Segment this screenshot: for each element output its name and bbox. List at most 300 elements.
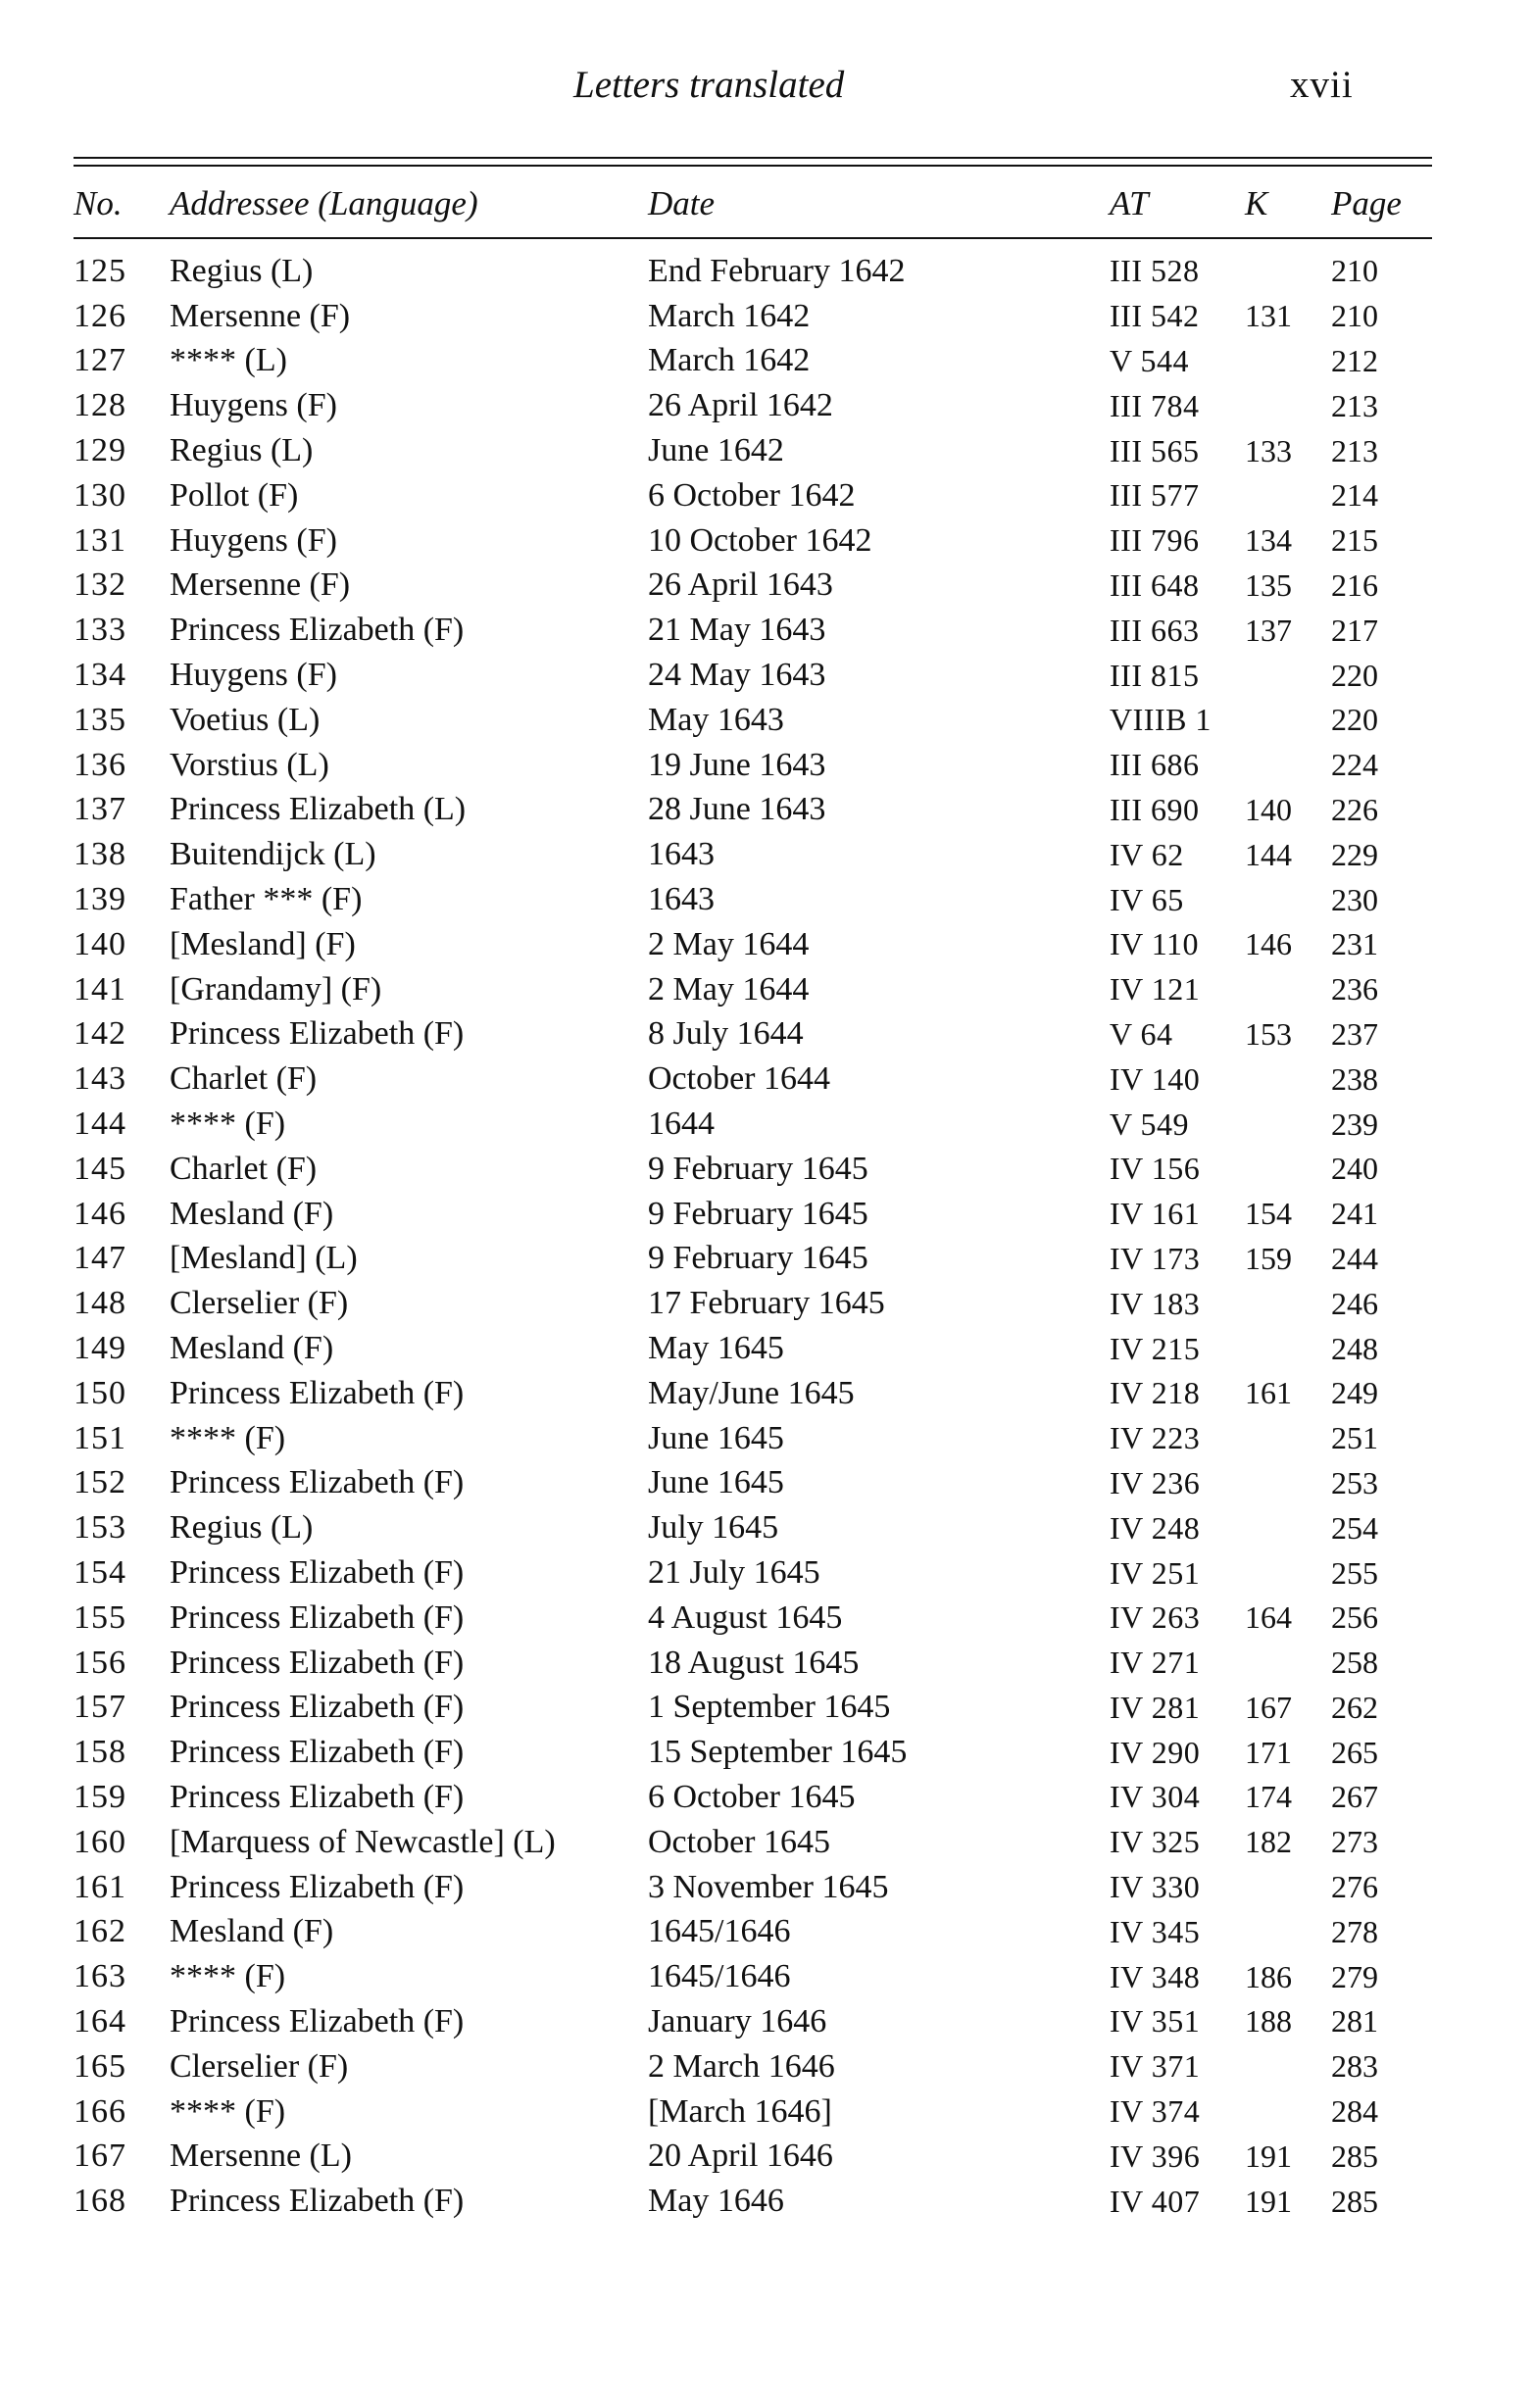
column-header-date: Date	[648, 184, 716, 222]
letter-page: 267	[1331, 1779, 1378, 1815]
letter-number: 147	[74, 1240, 126, 1277]
letter-k-reference	[1245, 473, 1331, 518]
letter-k-reference	[1245, 1909, 1331, 1954]
letter-at-reference: IV 161	[1110, 1196, 1201, 1232]
table-row	[74, 1954, 1432, 1999]
letter-number: 159	[74, 1778, 126, 1815]
letter-number: 145	[74, 1150, 126, 1187]
letter-at-reference: IV 223	[1110, 1420, 1201, 1456]
letter-number: 161	[74, 1868, 126, 1905]
table-row	[74, 788, 1432, 833]
letter-addressee: **** (F)	[170, 2092, 286, 2130]
letter-date: May 1646	[648, 2183, 784, 2220]
letter-number: 148	[74, 1285, 126, 1322]
letter-addressee: Mersenne (F)	[170, 297, 351, 334]
letter-addressee: Mersenne (L)	[170, 2138, 352, 2175]
page-number: xvii	[1290, 64, 1354, 106]
letter-at-reference: III 577	[1110, 477, 1200, 514]
letter-addressee: Princess Elizabeth (L)	[170, 791, 467, 828]
letter-k-reference	[1245, 249, 1331, 294]
letter-k-reference	[1245, 1641, 1331, 1686]
letter-page: 212	[1331, 342, 1378, 378]
letter-page: 239	[1331, 1106, 1378, 1142]
letter-date: July 1645	[648, 1509, 779, 1547]
letter-date: May 1645	[648, 1330, 784, 1367]
letter-k-reference: 186	[1245, 1958, 1292, 1994]
table-row	[74, 1147, 1432, 1192]
letter-at-reference: IV 248	[1110, 1509, 1201, 1546]
letter-date: 26 April 1642	[648, 387, 833, 424]
letter-at-reference: III 565	[1110, 432, 1200, 468]
letter-addressee: [Mesland] (L)	[170, 1240, 358, 1277]
letter-addressee: **** (F)	[170, 1106, 286, 1143]
letter-number: 167	[74, 2138, 126, 2175]
letter-number: 144	[74, 1106, 126, 1143]
letter-date: 21 May 1643	[648, 612, 826, 649]
table-row	[74, 1909, 1432, 1954]
letter-k-reference: 161	[1245, 1375, 1292, 1411]
letter-k-reference	[1245, 967, 1331, 1012]
letter-addressee: Princess Elizabeth (F)	[170, 1644, 465, 1681]
letter-page: 248	[1331, 1330, 1378, 1366]
letter-page: 213	[1331, 432, 1378, 468]
letter-at-reference: IV 281	[1110, 1689, 1201, 1725]
letter-date: June 1645	[648, 1464, 784, 1501]
column-header-no: No.	[74, 184, 123, 222]
letter-k-reference	[1245, 2089, 1331, 2135]
letter-date: 24 May 1643	[648, 657, 826, 694]
table-row	[74, 967, 1432, 1012]
letter-number: 164	[74, 2002, 126, 2039]
column-header-row	[74, 176, 1432, 231]
letter-k-reference	[1245, 1326, 1331, 1371]
letter-k-reference: 140	[1245, 791, 1292, 827]
letter-at-reference: III 796	[1110, 522, 1200, 559]
letter-addressee: Princess Elizabeth (F)	[170, 2183, 465, 2220]
letter-page: 283	[1331, 2048, 1378, 2085]
letter-page: 226	[1331, 791, 1378, 827]
letter-date: 1 September 1645	[648, 1689, 891, 1726]
column-header-at: AT	[1110, 184, 1149, 222]
letter-at-reference: IV 290	[1110, 1734, 1201, 1770]
letter-page: 256	[1331, 1599, 1378, 1636]
letter-page: 236	[1331, 971, 1378, 1007]
letter-at-reference: III 542	[1110, 298, 1200, 334]
table-row	[74, 1596, 1432, 1641]
letter-date: 8 July 1644	[648, 1015, 804, 1053]
letter-addressee: Charlet (F)	[170, 1060, 318, 1098]
table-row	[74, 1775, 1432, 1820]
letter-addressee: **** (L)	[170, 342, 287, 379]
letter-at-reference: III 663	[1110, 612, 1200, 648]
letter-number: 133	[74, 612, 126, 649]
letter-page: 281	[1331, 2003, 1378, 2039]
letter-page: 285	[1331, 2183, 1378, 2219]
letter-page: 258	[1331, 1645, 1378, 1681]
letter-date: 1643	[648, 836, 715, 873]
letter-addressee: Princess Elizabeth (F)	[170, 2002, 465, 2039]
letter-k-reference: 135	[1245, 566, 1292, 603]
letter-number: 131	[74, 521, 126, 559]
letter-addressee: Mesland (F)	[170, 1195, 334, 1232]
table-row	[74, 1686, 1432, 1731]
letter-date: 6 October 1645	[648, 1778, 856, 1815]
letter-number: 138	[74, 836, 126, 873]
letter-k-reference: 133	[1245, 432, 1292, 468]
table-row	[74, 1461, 1432, 1506]
letter-page: 224	[1331, 747, 1378, 783]
letter-page: 215	[1331, 522, 1378, 559]
letter-number: 150	[74, 1374, 126, 1411]
table-row	[74, 1550, 1432, 1596]
letter-page: 251	[1331, 1420, 1378, 1456]
letter-date: 20 April 1646	[648, 2138, 833, 2175]
table-row	[74, 1730, 1432, 1775]
letter-number: 158	[74, 1734, 126, 1771]
letter-k-reference	[1245, 1281, 1331, 1326]
letter-number: 143	[74, 1060, 126, 1098]
letter-at-reference: IV 371	[1110, 2048, 1201, 2085]
letter-k-reference	[1245, 1505, 1331, 1550]
table-row	[74, 877, 1432, 922]
table-row	[74, 2044, 1432, 2089]
column-header-page: Page	[1331, 184, 1402, 222]
letter-at-reference: IV 304	[1110, 1779, 1201, 1815]
letter-date: January 1646	[648, 2002, 827, 2039]
letter-k-reference	[1245, 339, 1331, 384]
letter-number: 162	[74, 1913, 126, 1950]
letter-number: 149	[74, 1330, 126, 1367]
table-row	[74, 1641, 1432, 1686]
letter-date: 19 June 1643	[648, 746, 826, 783]
letter-number: 153	[74, 1509, 126, 1547]
table-row	[74, 2089, 1432, 2135]
letter-addressee: Mersenne (F)	[170, 566, 351, 604]
letter-at-reference: V 549	[1110, 1106, 1190, 1142]
letter-k-reference	[1245, 2044, 1331, 2089]
table-row	[74, 518, 1432, 564]
table-row	[74, 1192, 1432, 1237]
letter-at-reference: III 686	[1110, 747, 1200, 783]
letter-at-reference: IV 345	[1110, 1913, 1201, 1949]
table-row	[74, 608, 1432, 653]
letter-number: 157	[74, 1689, 126, 1726]
letter-page: 285	[1331, 2138, 1378, 2174]
letter-date: 9 February 1645	[648, 1240, 868, 1277]
letter-date: 1645/1646	[648, 1913, 791, 1950]
letter-page: 213	[1331, 387, 1378, 423]
letter-k-reference	[1245, 1147, 1331, 1192]
letter-addressee: Clerselier (F)	[170, 2047, 349, 2085]
letter-addressee: Princess Elizabeth (F)	[170, 1015, 465, 1053]
letter-k-reference	[1245, 1416, 1331, 1461]
letter-addressee: Huygens (F)	[170, 521, 337, 559]
letter-page: 210	[1331, 298, 1378, 334]
table-row	[74, 1057, 1432, 1102]
letter-at-reference: IV 396	[1110, 2138, 1201, 2174]
letter-at-reference: IV 263	[1110, 1599, 1201, 1636]
letter-addressee: Buitendijck (L)	[170, 836, 376, 873]
letter-date: June 1642	[648, 432, 784, 469]
letter-page: 217	[1331, 612, 1378, 648]
letter-k-reference: 131	[1245, 298, 1292, 334]
letter-k-reference: 188	[1245, 2003, 1292, 2039]
letter-addressee: Princess Elizabeth (F)	[170, 1554, 465, 1591]
letter-page: 241	[1331, 1196, 1378, 1232]
letter-k-reference: 174	[1245, 1779, 1292, 1815]
letter-page: 278	[1331, 1913, 1378, 1949]
letter-page: 249	[1331, 1375, 1378, 1411]
letter-k-reference	[1245, 1102, 1331, 1147]
letter-date: 21 July 1645	[648, 1554, 820, 1591]
letter-addressee: Voetius (L)	[170, 701, 321, 738]
letter-at-reference: III 815	[1110, 657, 1200, 693]
letter-addressee: Regius (L)	[170, 432, 314, 469]
letter-k-reference: 137	[1245, 612, 1292, 648]
letter-number: 137	[74, 791, 126, 828]
letter-page: 237	[1331, 1015, 1378, 1052]
letter-date: [March 1646]	[648, 2092, 832, 2130]
letter-addressee: [Grandamy] (F)	[170, 970, 382, 1007]
table-row	[74, 428, 1432, 473]
letter-date: October 1645	[648, 1823, 831, 1860]
letter-at-reference: IV 110	[1110, 926, 1199, 962]
letter-date: 3 November 1645	[648, 1868, 889, 1905]
letter-at-reference: V 64	[1110, 1015, 1173, 1052]
column-header-k: K	[1245, 184, 1268, 222]
letter-addressee: Huygens (F)	[170, 657, 337, 694]
letter-k-reference: 167	[1245, 1689, 1292, 1725]
letter-addressee: Princess Elizabeth (F)	[170, 1734, 465, 1771]
letters-table	[74, 176, 1432, 2224]
letter-page: 255	[1331, 1554, 1378, 1591]
running-title: Letters translated	[573, 64, 845, 106]
letter-date: May/June 1645	[648, 1374, 855, 1411]
letter-at-reference: IV 271	[1110, 1645, 1201, 1681]
letter-date: 10 October 1642	[648, 521, 872, 559]
table-row	[74, 743, 1432, 788]
letter-at-reference: IV 407	[1110, 2183, 1201, 2219]
letter-number: 126	[74, 297, 126, 334]
letter-k-reference: 134	[1245, 522, 1292, 559]
letter-date: 2 May 1644	[648, 925, 810, 962]
letter-addressee: Mesland (F)	[170, 1913, 334, 1950]
letter-page: 262	[1331, 1689, 1378, 1725]
letter-date: 1643	[648, 881, 715, 918]
letter-k-reference	[1245, 1865, 1331, 1910]
letter-number: 128	[74, 387, 126, 424]
letter-date: 9 February 1645	[648, 1195, 868, 1232]
table-row	[74, 249, 1432, 294]
letter-date: 28 June 1643	[648, 791, 826, 828]
letter-number: 134	[74, 657, 126, 694]
table-row	[74, 1505, 1432, 1550]
top-double-rule	[74, 157, 1432, 167]
letter-date: 4 August 1645	[648, 1598, 843, 1636]
letter-page: 279	[1331, 1958, 1378, 1994]
letter-k-reference: 159	[1245, 1240, 1292, 1276]
letter-addressee: Charlet (F)	[170, 1150, 318, 1187]
letter-at-reference: III 528	[1110, 253, 1200, 289]
table-row	[74, 2134, 1432, 2179]
letter-addressee: Clerselier (F)	[170, 1285, 349, 1322]
letter-page: 265	[1331, 1734, 1378, 1770]
letter-k-reference	[1245, 743, 1331, 788]
letter-addressee: Princess Elizabeth (F)	[170, 1464, 465, 1501]
letter-at-reference: IV 62	[1110, 836, 1184, 872]
letter-k-reference	[1245, 1461, 1331, 1506]
letter-number: 166	[74, 2092, 126, 2130]
letter-date: 1645/1646	[648, 1958, 791, 1995]
letter-addressee: Princess Elizabeth (F)	[170, 612, 465, 649]
table-row	[74, 1012, 1432, 1057]
letter-number: 132	[74, 566, 126, 604]
letter-number: 142	[74, 1015, 126, 1053]
letter-k-reference: 191	[1245, 2183, 1292, 2219]
letter-page: 244	[1331, 1240, 1378, 1276]
letter-date: May 1643	[648, 701, 784, 738]
letter-number: 155	[74, 1598, 126, 1636]
letter-addressee: Regius (L)	[170, 252, 314, 289]
letter-k-reference	[1245, 1057, 1331, 1102]
letter-k-reference: 144	[1245, 836, 1292, 872]
letter-at-reference: IV 348	[1110, 1958, 1201, 1994]
letter-date: March 1642	[648, 297, 811, 334]
letter-number: 136	[74, 746, 126, 783]
letter-at-reference: IV 236	[1110, 1464, 1201, 1500]
letter-at-reference: IV 218	[1110, 1375, 1201, 1411]
table-row	[74, 1102, 1432, 1147]
letter-at-reference: V 544	[1110, 342, 1190, 378]
letter-number: 163	[74, 1958, 126, 1995]
table-row	[74, 698, 1432, 743]
letter-at-reference: III 648	[1110, 566, 1200, 603]
letter-addressee: Regius (L)	[170, 1509, 314, 1547]
letter-page: 238	[1331, 1060, 1378, 1097]
letter-page: 220	[1331, 657, 1378, 693]
letter-number: 140	[74, 925, 126, 962]
table-row	[74, 922, 1432, 967]
table-row	[74, 1416, 1432, 1461]
letter-addressee: Vorstius (L)	[170, 746, 329, 783]
letter-number: 154	[74, 1554, 126, 1591]
letter-k-reference	[1245, 383, 1331, 428]
letter-at-reference: VIIIB 1	[1110, 702, 1212, 738]
letter-date: 6 October 1642	[648, 476, 856, 514]
letter-k-reference: 146	[1245, 926, 1292, 962]
letter-at-reference: IV 374	[1110, 2093, 1201, 2130]
letter-at-reference: IV 330	[1110, 1869, 1201, 1905]
letter-k-reference	[1245, 698, 1331, 743]
table-row	[74, 832, 1432, 877]
letter-page: 216	[1331, 566, 1378, 603]
letter-addressee: **** (F)	[170, 1419, 286, 1456]
letter-date: 2 May 1644	[648, 970, 810, 1007]
letter-number: 152	[74, 1464, 126, 1501]
letter-number: 168	[74, 2183, 126, 2220]
letter-addressee: [Mesland] (F)	[170, 925, 356, 962]
table-row	[74, 2179, 1432, 2224]
letter-date: 9 February 1645	[648, 1150, 868, 1187]
letter-date: End February 1642	[648, 252, 906, 289]
letters-table-body	[74, 249, 1432, 2224]
letter-number: 125	[74, 252, 126, 289]
letter-page: 276	[1331, 1869, 1378, 1905]
letter-number: 129	[74, 432, 126, 469]
letter-number: 156	[74, 1644, 126, 1681]
letter-date: 1644	[648, 1106, 715, 1143]
letter-at-reference: IV 140	[1110, 1060, 1201, 1097]
letter-at-reference: IV 156	[1110, 1151, 1201, 1187]
letter-k-reference	[1245, 877, 1331, 922]
letter-at-reference: IV 351	[1110, 2003, 1201, 2039]
letter-k-reference: 164	[1245, 1599, 1292, 1636]
table-row	[74, 1237, 1432, 1282]
letter-addressee: Huygens (F)	[170, 387, 337, 424]
letter-addressee: Princess Elizabeth (F)	[170, 1598, 465, 1636]
letter-date: March 1642	[648, 342, 811, 379]
letter-number: 130	[74, 476, 126, 514]
letter-date: June 1645	[648, 1419, 784, 1456]
letter-page: 220	[1331, 702, 1378, 738]
table-row	[74, 473, 1432, 518]
letter-page: 214	[1331, 477, 1378, 514]
table-row	[74, 1281, 1432, 1326]
letter-k-reference	[1245, 1550, 1331, 1596]
table-row	[74, 1999, 1432, 2044]
letter-at-reference: IV 251	[1110, 1554, 1201, 1591]
letter-addressee: Princess Elizabeth (F)	[170, 1689, 465, 1726]
table-row	[74, 1865, 1432, 1910]
letter-date: 15 September 1645	[648, 1734, 908, 1771]
letter-date: 18 August 1645	[648, 1644, 860, 1681]
letter-k-reference: 171	[1245, 1734, 1292, 1770]
letter-number: 141	[74, 970, 126, 1007]
letter-number: 146	[74, 1195, 126, 1232]
letter-at-reference: IV 325	[1110, 1824, 1201, 1860]
letter-page: 231	[1331, 926, 1378, 962]
letter-at-reference: III 690	[1110, 791, 1200, 827]
letter-k-reference: 191	[1245, 2138, 1292, 2174]
letter-page: 253	[1331, 1464, 1378, 1500]
letter-date: October 1644	[648, 1060, 831, 1098]
column-header-addressee: Addressee (Language)	[170, 184, 478, 222]
letter-addressee: Father *** (F)	[170, 881, 363, 918]
letter-at-reference: IV 183	[1110, 1285, 1201, 1321]
letter-number: 151	[74, 1419, 126, 1456]
table-row	[74, 653, 1432, 698]
letter-page: 273	[1331, 1824, 1378, 1860]
letter-at-reference: IV 65	[1110, 881, 1184, 917]
letter-number: 165	[74, 2047, 126, 2085]
letter-page: 254	[1331, 1509, 1378, 1546]
letter-number: 139	[74, 881, 126, 918]
letter-k-reference	[1245, 653, 1331, 698]
table-row	[74, 294, 1432, 339]
letter-number: 127	[74, 342, 126, 379]
letter-addressee: **** (F)	[170, 1958, 286, 1995]
letter-date: 26 April 1643	[648, 566, 833, 604]
letter-addressee: Princess Elizabeth (F)	[170, 1778, 465, 1815]
table-row	[74, 564, 1432, 609]
running-head	[0, 63, 1534, 112]
letter-k-reference: 153	[1245, 1015, 1292, 1052]
letter-k-reference: 182	[1245, 1824, 1292, 1860]
letter-page: 284	[1331, 2093, 1378, 2130]
letter-date: 2 March 1646	[648, 2047, 835, 2085]
letter-date: 17 February 1645	[648, 1285, 885, 1322]
table-row	[74, 339, 1432, 384]
